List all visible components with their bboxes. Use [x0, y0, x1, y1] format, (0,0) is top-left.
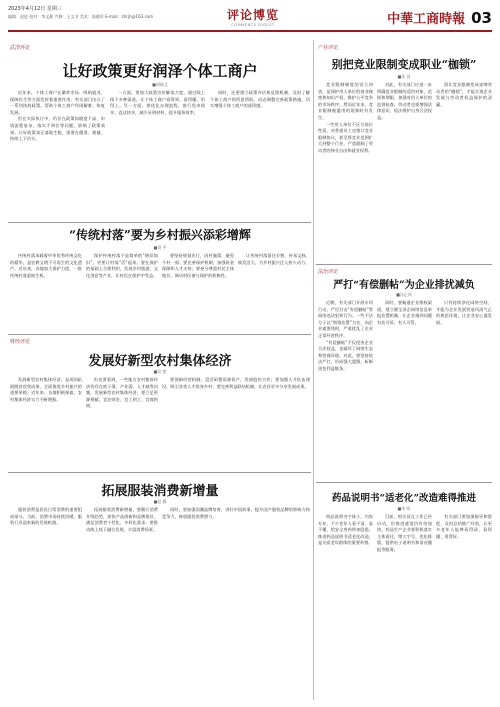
paragraph: 有关部门要加强指导和督促，及时总结推广经验，让更多老年人能够看得清、看得懂、用得好。 — [436, 514, 492, 539]
article-byline: ■李 明 — [397, 506, 411, 511]
article-byline: ■刘 平 — [153, 245, 167, 250]
page-number: 03 — [471, 8, 492, 27]
article-body — [436, 82, 492, 262]
paragraph: 药品说明书字体小、内容专业，不少老年人看不清、看不懂，给安全用药带来隐患。推进药品说明书适老化改造，是关爱老年群体的重要举措。 — [318, 514, 373, 546]
paragraph: 传统村落承载着中华优秀传统文化的精华，是农耕文明不可再生的文化遗产。近年来，各地加大保护力度，一批传统村落重焕生机。 — [10, 253, 82, 278]
article-body — [436, 300, 492, 480]
article-body — [318, 82, 373, 262]
article-body — [318, 300, 373, 480]
paragraph: 同时，要加强国潮品牌培育，讲好中国故事，提升国产服装品牌的影响力和竞争力，释放服装消费潜力。 — [162, 507, 310, 519]
article-body — [86, 253, 158, 331]
article-headline: “传统村落”要为乡村振兴添彩增辉 — [69, 228, 251, 242]
paragraph: 拓展服装消费新增量，要顺应消费升级趋势，加快产品创新和品牌建设，满足消费者个性化、多样化需求；要推动线上线下融合发展，丰富消费场景。 — [86, 507, 158, 532]
article-headline: 严打“有偿删帖”为企业排扰减负 — [333, 280, 475, 291]
article-headline: 让好政策更好润泽个体工商户 — [62, 62, 258, 80]
paragraph: 发展新型农村集体经济，是巩固拓展脱贫攻坚成果、全面推进乡村振兴的重要举措。近年来，各地积极探索，农村集体经济实力不断增强。 — [10, 377, 82, 402]
article-body — [210, 90, 310, 218]
section-divider — [316, 482, 492, 483]
article-byline: ■张 蓉 — [397, 74, 411, 79]
paragraph: 近期，有关部门开展专项行动，严厉打击“有偿删帖”等网络违法犯罪行为。一些不法分子以“舆情处置”为名，向企业索要钱财，严重扰乱了企业正常经营秩序。 — [318, 300, 373, 338]
article-headline: 药品说明书“适老化”改造难得推进 — [332, 493, 476, 504]
paragraph: 近年来，个体工商户在繁荣市场、吸纳就业、保障民生等方面发挥着重要作用。有关部门出台了一系列扶持政策，帮助个体工商户纾困解难、恢复发展。 — [10, 90, 105, 115]
article-byline: ■胡斌文 — [152, 82, 168, 87]
article-headline: 拓展服装消费新增量 — [101, 484, 219, 499]
article-headline: 发展好新型农村集体经济 — [88, 354, 232, 369]
article-body — [86, 507, 158, 699]
paragraph: 竞业限制制度的设立初衷，是保护用人单位的商业秘密和知识产权，维护公平竞争的市场秩序。然而近年来，竞业限制被滥用的现象时有发生。 — [318, 82, 373, 120]
article-body — [162, 377, 310, 469]
column-divider-main — [313, 40, 314, 700]
article-body — [377, 300, 432, 480]
article-body — [10, 90, 105, 218]
paragraph: 一方面，要加大政策宣传解读力度，通过线上线下多种渠道，让个体工商户看得到、看得懂、用得上。另一方面，要优化办理流程，推行免申即享、直达快享，减少证明材料，提升服务效率。 — [110, 90, 205, 115]
paragraph: 但在实际执行中，仍存在政策知晓度不高、申请流程复杂、落实不到位等问题，影响了政策效果。让好政策真正落地生根，需要在精准、便捷、持续上下功夫。 — [10, 116, 105, 142]
paragraph: 只有持续净化网络空间，才能为企业发展营造风清气正的舆论环境，让企业安心谋发展。 — [436, 300, 492, 325]
paper-name: 中華工商時報 — [387, 12, 466, 27]
paragraph: 同时，还要建立政策评估和反馈机制，及时了解个体工商户的所思所盼，动态调整完善政策措施，切实增强个体工商户的获得感。 — [210, 90, 310, 109]
paragraph: 要坚持规划先行，因村施策，避免千村一面；要完善保护机制，加强资金保障和人才支持；要充分尊重村民主体地位，调动村民参与保护的积极性。 — [162, 253, 234, 278]
paragraph: 但也要看到，一些地方农村集体经济仍存在底子薄、产业弱、人才缺等问题。发展新型农村集体经济，要立足资源禀赋，宜农则农、宜工则工、宜商则商。 — [86, 377, 158, 409]
editor-line: 编辑：赵进 校对：李文静 汽修：王文书 美术：陆晓军 E-mail：zhrjh@163.com — [8, 14, 154, 19]
article-body — [377, 82, 432, 262]
masthead — [8, 6, 492, 32]
paragraph: 服装消费是居民日常消费的重要组成部分。当前，消费市场持续回暖，服装行业迎来新的发展机遇。 — [10, 507, 82, 526]
article-body — [162, 253, 234, 331]
paragraph: 一些用人单位不区分岗位性质，对普通员工也签订竞业限制协议，甚至将竞业范围扩大到整个行业，严重限制了劳动者的择业自由和就业权利。 — [318, 121, 373, 153]
article-body — [238, 253, 310, 331]
section-tag: 法治评论 — [318, 269, 339, 275]
paragraph: “有偿删帖”不仅侵害企业合法权益，也破坏了网络生态和营商环境。对此，要坚持依法严打，形成强大震慑，斩断黑色利益链条。 — [318, 339, 373, 371]
article-body — [10, 507, 82, 699]
section-tag: 财经评论 — [10, 339, 31, 345]
section-title-cn: 评论博览 — [226, 8, 279, 22]
article-body — [10, 377, 82, 469]
paragraph: 要创新经营机制，盘活闲置资源资产，发展股份合作；要加强人才队伍建设，吸引各类人才投身乡村；要完善利益联结机制，让农民更多分享发展成果。 — [162, 377, 310, 389]
article-body — [10, 253, 82, 331]
article-byline: ■吴 凯 — [153, 369, 167, 374]
article-body — [377, 514, 432, 700]
section-divider — [8, 472, 311, 473]
issue-date: 2023年4月12日 星期三 — [8, 6, 62, 12]
article-byline: ■赵 静 — [153, 499, 167, 504]
article-byline: ■冯正风 — [396, 292, 412, 297]
paragraph: 别让竞业限制变成束缚劳动者的“枷锁”，才能实现企业发展与劳动者权益保护的双赢。 — [436, 82, 492, 107]
article-body — [162, 507, 310, 699]
section-divider — [8, 334, 311, 335]
article-body — [110, 90, 205, 218]
paper-brand — [387, 8, 492, 27]
section-tag: 产业评论 — [318, 45, 339, 51]
article-body — [318, 514, 373, 700]
section-divider — [316, 264, 492, 265]
section-tag: 武清环论 — [10, 45, 31, 51]
paragraph: 对此，有关部门应进一步明确竞业限制的适用对象、范围和期限，加强对用人单位的监督检查。劳动者也要增强法律意识，依法维护自身合法权益。 — [377, 82, 432, 120]
section-divider — [8, 222, 311, 223]
section-title — [213, 6, 293, 27]
paragraph: 保护传统村落不是简单的“修旧如旧”，更要让村落“活”起来。要在保护的基础上合理利用，发展乡村旅游、文化创意等产业，让村民在保护中受益。 — [86, 253, 158, 278]
article-headline: 别把竞业限制变成职业“枷锁” — [331, 58, 477, 71]
article-body — [436, 514, 492, 700]
paragraph: 目前，相关试点工作已经启动，但推进速度仍有待加快。药品生产企业要积极落实主体责任，增大字号、优化排版，提供电子说明书和语音播报等服务。 — [377, 514, 432, 552]
paragraph: 同时，要畅通企业维权渠道，建立健全涉企网络信息举报处置机制，让企业遇到问题有处可诉、有人可管。 — [377, 300, 432, 325]
section-title-en: COMMENTS DIGEST — [231, 23, 275, 27]
article-body — [86, 377, 158, 469]
paragraph: 让传统村落留住乡愁、传承文脉、焕发活力，为乡村振兴注入持久动力。 — [238, 253, 310, 265]
